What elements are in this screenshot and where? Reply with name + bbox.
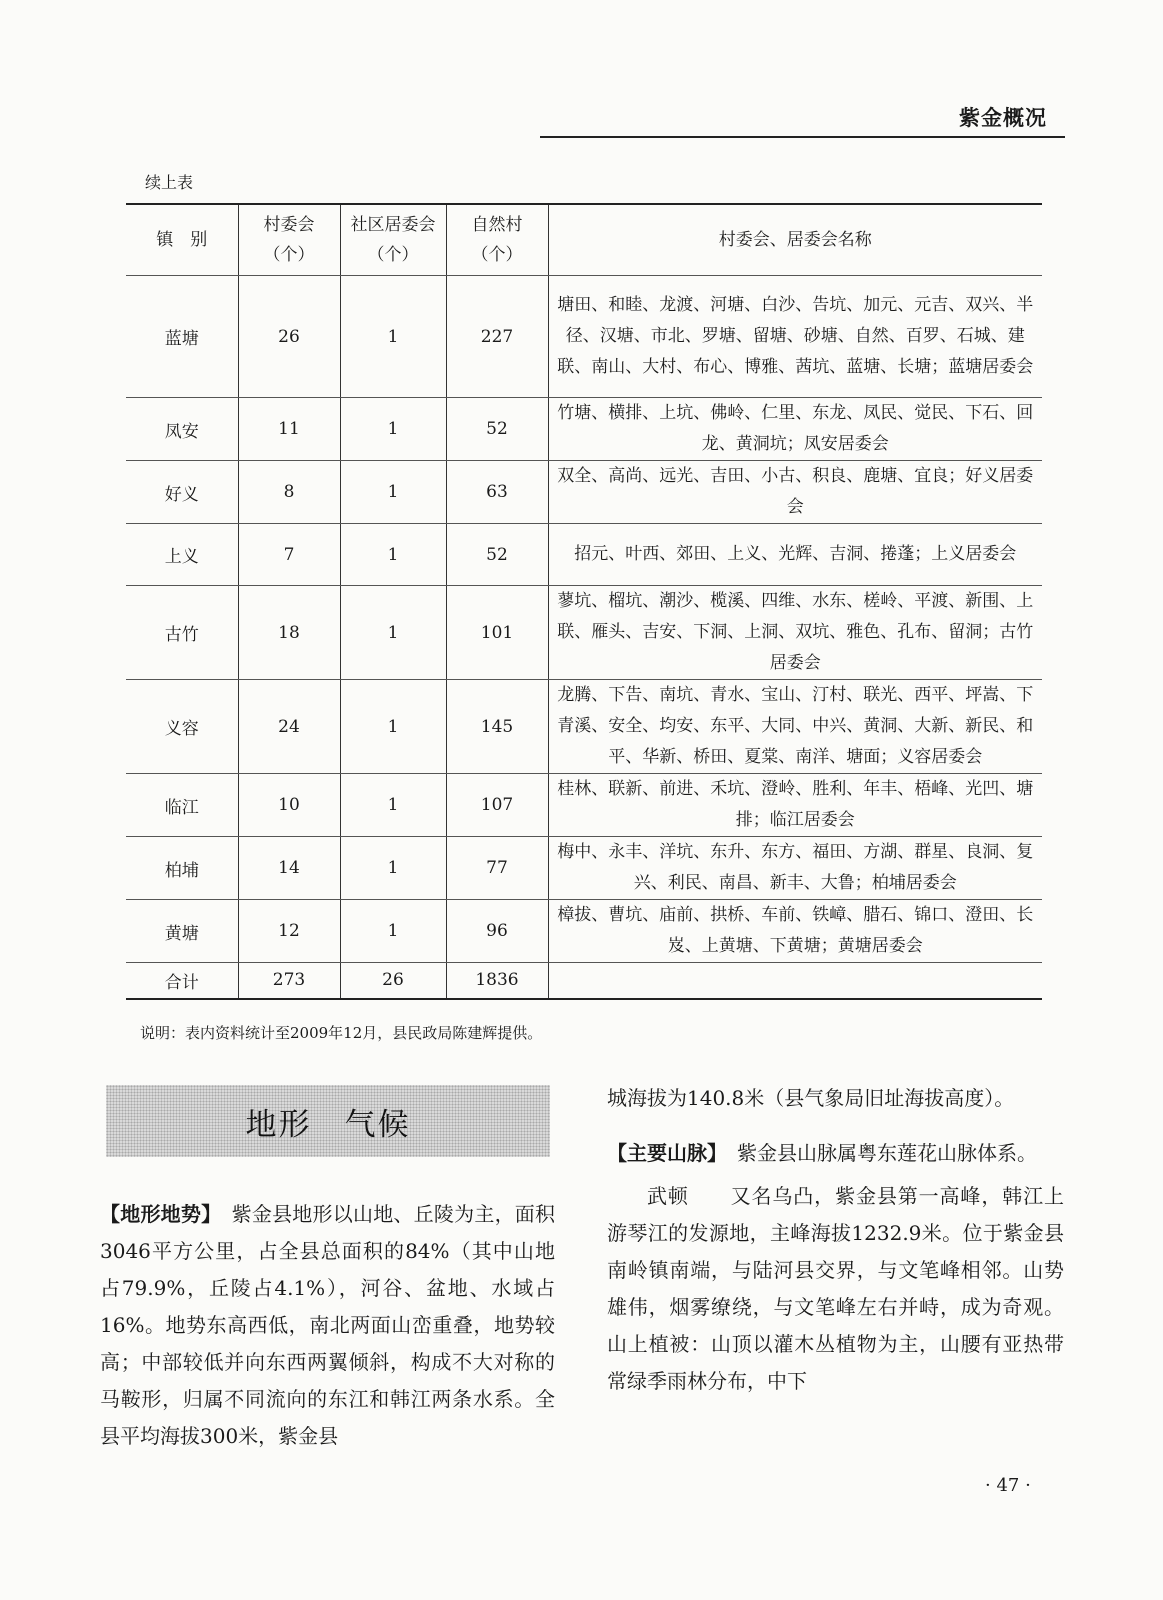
cell-community-committees: 1 [340,398,446,461]
running-head [540,96,1065,138]
cell-community-committees: 1 [340,276,446,398]
table-row [126,900,1042,963]
cell-names: 塘田、和睦、龙渡、河塘、白沙、告坑、加元、元吉、双兴、半径、汉塘、市北、罗塘、留塘、砂塘、自然、百罗、石城、建联、南山、大村、布心、博雅、茜坑、蓝塘、长塘；蓝塘居委会 [548,276,1042,398]
cell-names: 双全、高尚、远光、吉田、小古、积良、鹿塘、宜良；好义居委会 [548,461,1042,524]
cell-village-committees: 14 [238,837,340,900]
table-row [126,837,1042,900]
cell-village-committees: 8 [238,461,340,524]
header-names: 村委会、居委会名称 [548,204,1042,276]
running-head-title: 紫金概况 [959,106,1047,130]
cell-total-community-committees: 26 [340,963,446,999]
cell-total-natural-villages: 1836 [446,963,548,999]
village-committee-table [126,203,1042,1000]
cell-total-village-committees: 273 [238,963,340,999]
continuation-label: 续上表 [145,173,194,192]
cell-village-committees: 11 [238,398,340,461]
table-row [126,774,1042,837]
cell-natural-villages: 52 [446,524,548,586]
right-column [607,1080,1064,1400]
section-title-banner [106,1085,550,1157]
cell-names: 招元、叶西、郊田、上义、光辉、吉洞、捲蓬；上义居委会 [548,524,1042,586]
cell-natural-villages: 107 [446,774,548,837]
table-row [126,680,1042,774]
cell-total-names [548,963,1042,999]
mountains-text: 紫金县山脉属粤东莲花山脉体系。 [737,1141,1037,1165]
cell-town: 义容 [126,680,238,774]
table-row [126,524,1042,586]
mountains-heading: 【主要山脉】 [607,1141,717,1165]
cell-natural-villages: 52 [446,398,548,461]
table-row [126,398,1042,461]
header-village-committees: 村委会 （个） [238,204,340,276]
table-row [126,586,1042,680]
cell-names: 樟拔、曹坑、庙前、拱桥、车前、铁嶂、腊石、锦口、澄田、长岌、上黄塘、下黄塘；黄塘居委会 [548,900,1042,963]
cell-town: 黄塘 [126,900,238,963]
table-row [126,461,1042,524]
cell-natural-villages: 145 [446,680,548,774]
cell-town: 柏埔 [126,837,238,900]
wudun-paragraph [607,1178,1064,1400]
cell-community-committees: 1 [340,680,446,774]
wudun-heading: 武顿 [647,1184,689,1208]
wudun-text: 又名乌凸，紫金县第一高峰，韩江上游琴江的发源地，主峰海拔1232.9米。位于紫金县南岭镇南端，与陆河县交界，与文笔峰相邻。山势雄伟，烟雾缭绕，与文笔峰左右并峙，成为奇观。山上植被：山顶以灌木丛植物为主，山腰有亚热带常绿季雨林分布，中下 [607,1184,1065,1393]
table-note: 说明：表内资料统计至2009年12月，县民政局陈建辉提供。 [140,1024,543,1042]
cell-natural-villages: 227 [446,276,548,398]
terrain-text: 紫金县地形以山地、丘陵为主，面积3046平方公里，占全县总面积的84%（其中山地占79.9%，丘陵占4.1%），河谷、盆地、水域占16%。地势东高西低，南北两面山峦重叠，地势较高；中部较低并向东西两翼倾斜，构成不大对称的马鞍形，归属不同流向的东江和韩江两条水系。全县平均海拔300米，紫金县 [100,1202,556,1448]
cell-names: 桂林、联新、前进、禾坑、澄岭、胜利、年丰、梧峰、光凹、塘排；临江居委会 [548,774,1042,837]
cell-natural-villages: 101 [446,586,548,680]
cell-total-label: 合计 [126,963,238,999]
cell-community-committees: 1 [340,524,446,586]
cell-village-committees: 7 [238,524,340,586]
cell-town: 凤安 [126,398,238,461]
table-row [126,276,1042,398]
header-community-committees: 社区居委会 （个） [340,204,446,276]
table-header-row [126,204,1042,276]
cell-community-committees: 1 [340,900,446,963]
cell-village-committees: 26 [238,276,340,398]
cell-natural-villages: 96 [446,900,548,963]
cell-natural-villages: 63 [446,461,548,524]
left-column [100,1196,555,1455]
cell-village-committees: 12 [238,900,340,963]
cell-town: 古竹 [126,586,238,680]
cell-names: 蓼坑、榴坑、潮沙、榄溪、四维、水东、槎岭、平渡、新围、上联、雁头、吉安、下洞、上洞、双坑、雅色、孔布、留洞；古竹居委会 [548,586,1042,680]
cell-town: 好义 [126,461,238,524]
header-natural-villages: 自然村 （个） [446,204,548,276]
cell-natural-villages: 77 [446,837,548,900]
altitude-continuation: 城海拔为140.8米（县气象局旧址海拔高度）。 [607,1086,1015,1110]
cell-town: 临江 [126,774,238,837]
terrain-heading: 【地形地势】 [100,1202,212,1226]
cell-names: 梅中、永丰、洋坑、东升、东方、福田、方湖、群星、良洞、复兴、利民、南昌、新丰、大鲁；柏埔居委会 [548,837,1042,900]
cell-village-committees: 18 [238,586,340,680]
cell-village-committees: 10 [238,774,340,837]
cell-names: 竹塘、横排、上坑、佛岭、仁里、东龙、凤民、觉民、下石、回龙、黄洞坑；凤安居委会 [548,398,1042,461]
page-number: · 47 · [985,1475,1031,1496]
cell-community-committees: 1 [340,586,446,680]
section-title: 地形 气候 [245,1106,411,1143]
cell-community-committees: 1 [340,774,446,837]
cell-town: 上义 [126,524,238,586]
header-town: 镇 别 [126,204,238,276]
cell-names: 龙腾、下告、南坑、青水、宝山、汀村、联光、西平、坪嵩、下青溪、安全、均安、东平、大同、中兴、黄洞、大新、新民、和平、华新、桥田、夏棠、南洋、塘面；义容居委会 [548,680,1042,774]
terrain-paragraph [100,1196,555,1455]
cell-village-committees: 24 [238,680,340,774]
table-total-row [126,963,1042,999]
mountains-paragraph [607,1135,1064,1172]
cell-community-committees: 1 [340,837,446,900]
cell-town: 蓝塘 [126,276,238,398]
cell-community-committees: 1 [340,461,446,524]
